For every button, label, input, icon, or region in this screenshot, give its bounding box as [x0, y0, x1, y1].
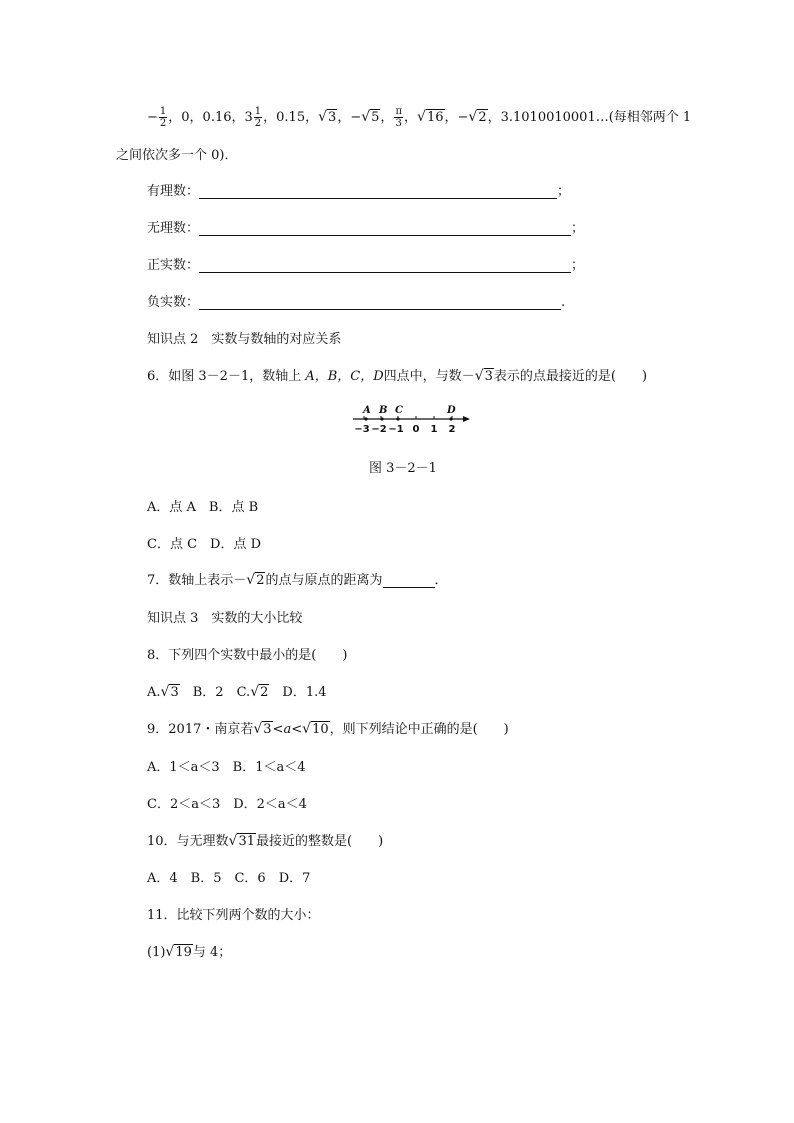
- positive-blank[interactable]: [199, 258, 571, 273]
- rational-label: 有理数：: [147, 184, 200, 199]
- q9-options-2: C．2＜a＜3 D．2＜a＜4: [147, 797, 307, 812]
- negative-blank[interactable]: [199, 295, 561, 310]
- point-label-c: C: [395, 405, 403, 416]
- fraction-neg-half: $\frac{1}{2}$: [159, 106, 167, 129]
- q10-options: A．4 B．5 C．6 D．7: [147, 871, 311, 886]
- positive-row: 正实数： ；: [147, 258, 585, 273]
- q6-options-1: A．点 A B．点 B: [147, 500, 259, 515]
- tick-label-neg1: −1: [388, 424, 404, 435]
- point-a: [364, 417, 367, 420]
- sqrt-2: √2: [468, 109, 487, 125]
- sqrt-10: √10: [302, 721, 329, 737]
- q5-number-list: − $\frac{1}{2}$ ，0，0.16，3 $\frac{1}{2}$ ，0.15，√3，−√5， $\frac{\pi}{3}$ ，√16，−√2，3.1010010001…(每相邻两个 1: [147, 106, 692, 129]
- sqrt-3: √3: [160, 684, 179, 700]
- positive-label: 正实数：: [147, 258, 200, 273]
- tick-label-2: 2: [448, 424, 456, 435]
- q7-answer-blank[interactable]: [383, 573, 435, 588]
- sqrt-2: √2: [250, 684, 269, 700]
- q8-stem: 8．下列四个实数中最小的是( ): [147, 648, 348, 663]
- fraction-pi-third: $\frac{\pi}{3}$: [395, 106, 403, 129]
- sqrt-16: √16: [417, 109, 444, 125]
- irrational-row: 无理数： ；: [147, 221, 585, 236]
- sqrt-5: √5: [361, 109, 380, 125]
- negative-label: 负实数：: [147, 295, 200, 310]
- sqrt-31: √31: [228, 833, 256, 849]
- irrational-label: 无理数：: [147, 221, 200, 236]
- arrow-right-icon: [463, 416, 470, 422]
- q5-line2: 之间依次多一个 0)．: [116, 148, 238, 163]
- q11-stem: 11．比较下列两个数的大小：: [147, 908, 320, 923]
- q9-options-1: A．1＜a＜3 B．1＜a＜4: [147, 760, 306, 775]
- tick-label-neg3: −3: [354, 424, 370, 435]
- point-label-b: B: [379, 405, 388, 416]
- q6-stem: 6．如图 3－2－1，数轴上 A，B，C，D四点中，与数－√3表示的点最接近的是( ): [147, 368, 648, 384]
- tick-label-neg2: −2: [371, 424, 387, 435]
- figure-caption: 图 3－2－1: [369, 461, 437, 476]
- negative-row: 负实数： .: [147, 295, 566, 310]
- knowledge-point-2: 知识点 2 实数与数轴的对应关系: [147, 332, 342, 347]
- sqrt-3: √3: [253, 721, 272, 737]
- sqrt-3: √3: [318, 109, 337, 125]
- tick-label-1: 1: [430, 424, 438, 435]
- tick-label-0: 0: [412, 424, 420, 435]
- knowledge-point-3: 知识点 3 实数的大小比较: [147, 611, 303, 626]
- sqrt-2: √2: [246, 572, 265, 588]
- q7-stem: 7．数轴上表示－√2的点与原点的距离为 ．: [147, 572, 448, 588]
- q9-stem: 9．2017・南京若√3<a<√10，则下列结论中正确的是( ): [147, 721, 509, 737]
- irrational-blank[interactable]: [199, 221, 571, 236]
- point-label-d: D: [447, 405, 456, 416]
- fraction-mixed: $\frac{1}{2}$: [254, 106, 262, 129]
- q10-stem: 10．与无理数√31最接近的整数是( ): [147, 833, 384, 849]
- point-label-a: A: [363, 405, 371, 416]
- sqrt-19: √19: [165, 944, 192, 960]
- rational-blank[interactable]: [199, 184, 557, 199]
- rational-row: 有理数： ；: [147, 184, 571, 199]
- sqrt-3: √3: [474, 368, 493, 384]
- q8-options: A.√3 B．2 C.√2 D．1.4: [147, 684, 327, 700]
- q11-part1: (1)√19与 4；: [147, 944, 232, 960]
- q6-options-2: C．点 C D．点 D: [147, 537, 262, 552]
- number-line-figure: [350, 402, 475, 436]
